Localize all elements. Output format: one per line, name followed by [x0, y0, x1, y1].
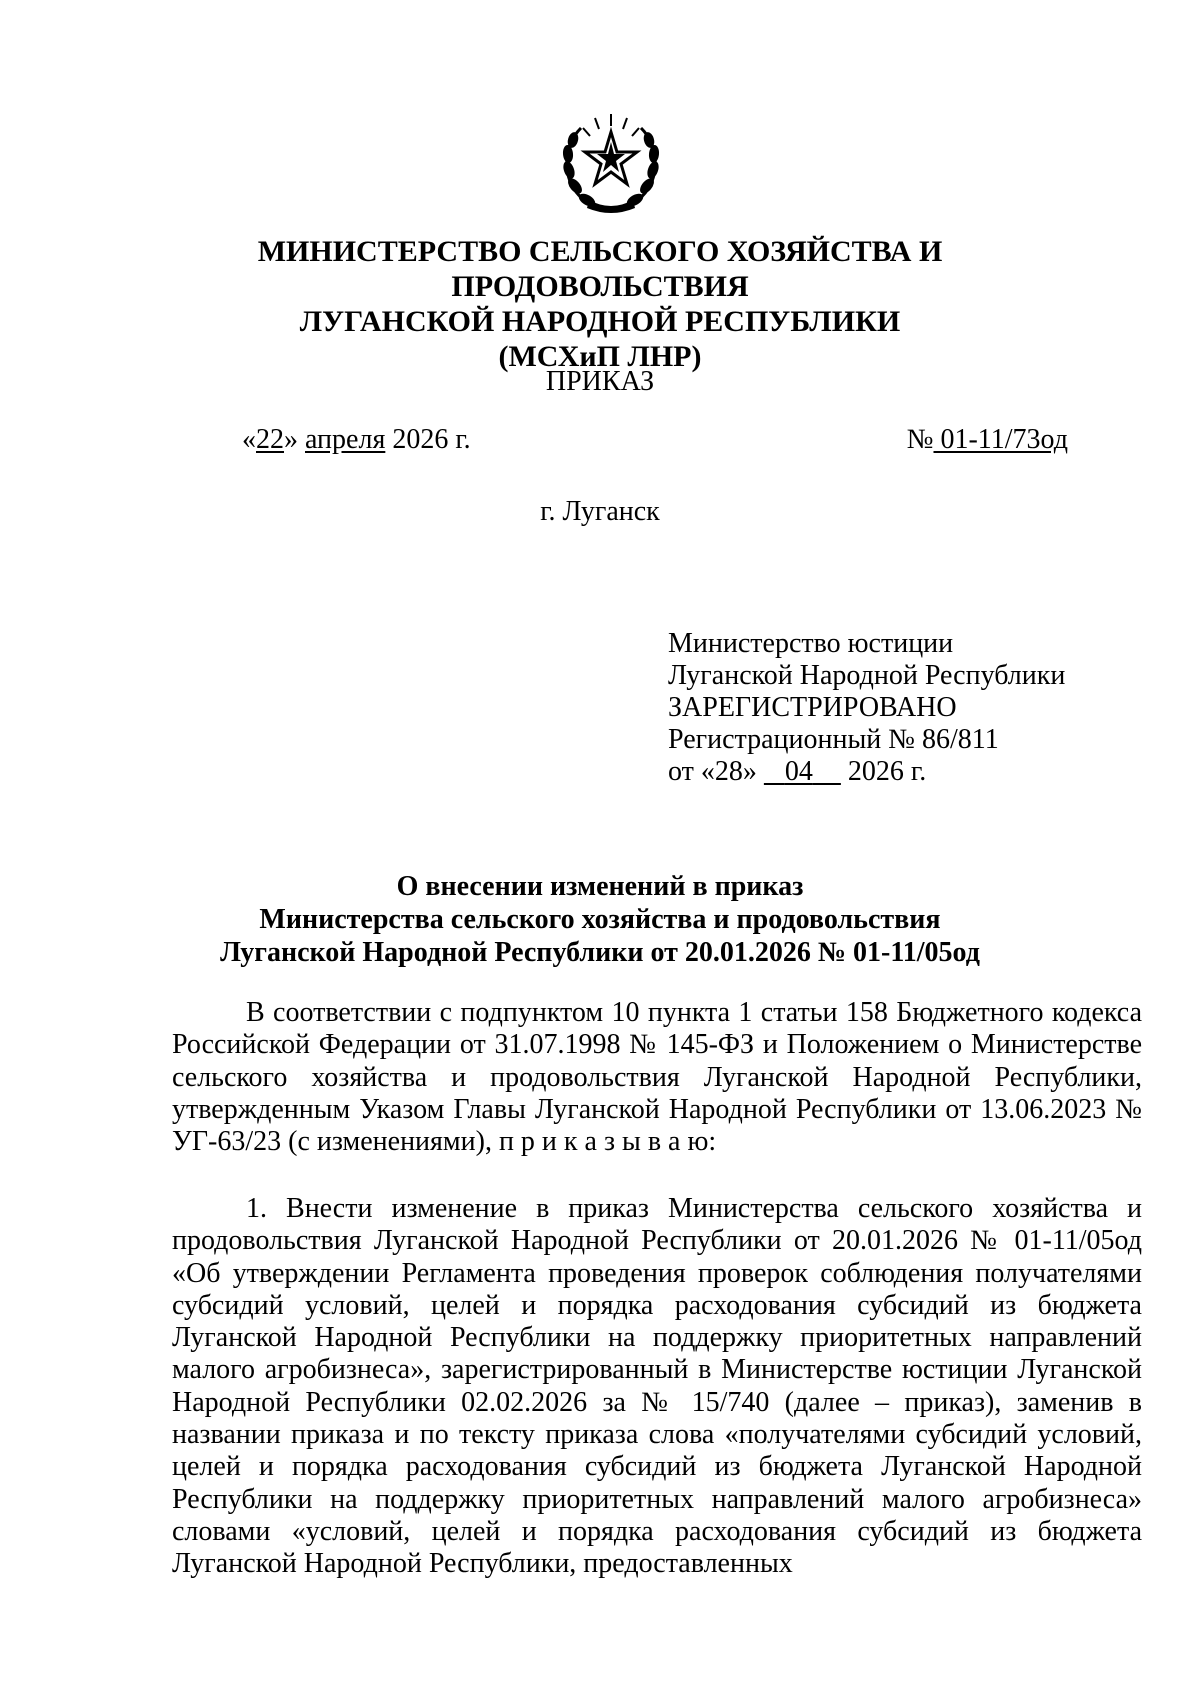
issue-city: г. Луганск	[540, 496, 660, 527]
ministry-abbreviation: (МСХиП ЛНР)	[498, 340, 702, 373]
registration-date	[668, 756, 1065, 788]
order-title-line-3: Луганской Народной Республики от 20.01.2026 № 01-11/05од	[220, 937, 980, 968]
registration-stamp	[668, 628, 1065, 788]
date-day: 22	[256, 424, 284, 455]
lnr-coat-of-arms-icon	[555, 108, 667, 216]
body-paragraph-preamble: В соответствии с подпунктом 10 пункта 1 статьи 158 Бюджетного кодекса Российской Федерации от 31.07.1998 № 145-ФЗ и Положением о Министерстве сельского хозяйства и продовольствия Луганской Народной Республики, утвержденным Указом Главы Луганской Народной Республики от 13.06.2023 № УГ-63/23 (с изменениями), п р и к а з ы в а ю:	[172, 997, 1142, 1158]
registration-status: ЗАРЕГИСТРИРОВАНО	[668, 692, 957, 723]
order-title-line-2: Министерства сельского хозяйства и продовольствия	[259, 904, 941, 935]
registration-line-2: Луганской Народной Республики	[668, 660, 1066, 691]
number-sign: №	[906, 424, 934, 455]
order-date	[242, 424, 471, 456]
order-number	[907, 424, 1068, 456]
document-type: ПРИКАЗ	[545, 366, 655, 397]
order-title	[150, 870, 1050, 969]
registration-date-prefix: от «28»	[668, 756, 757, 787]
registration-date-year: 2026 г.	[847, 756, 927, 787]
order-title-line-1: О внесении изменений в приказ	[396, 871, 804, 902]
ministry-name-line-2: ЛУГАНСКОЙ НАРОДНОЙ РЕСПУБЛИКИ	[299, 305, 901, 338]
registration-line-1: Министерство юстиции	[668, 628, 954, 659]
date-year: 2026 г.	[392, 424, 471, 455]
ministry-header	[150, 234, 1050, 374]
body-paragraph-item-1: 1. Внести изменение в приказ Министерства сельского хозяйства и продовольствия Луганской Народной Республики от 20.01.2026 № 01-11/05од «Об утверждении Регламента проведения проверок соблюдения получателями субсидий условий, целей и порядка расходования субсидий из бюджета Луганской Народной Республики на поддержку приоритетных направлений малого агробизнеса», зарегистрированный в Министерстве юстиции Луганской Народной Республики 02.02.2026 за № 15/740 (далее – приказ), заменив в названии приказа и по тексту приказа слова «получателями субсидий условий, целей и порядка расходования субсидий из бюджета Луганской Народной Республики на поддержку приоритетных направлений малого агробизнеса» словами «условий, целей и порядка расходования субсидий из бюджета Луганской Народной Республики, предоставленных	[172, 1193, 1142, 1580]
registration-number: Регистрационный № 86/811	[668, 724, 999, 755]
ministry-name-line-1: МИНИСТЕРСТВО СЕЛЬСКОГО ХОЗЯЙСТВА И ПРОДОВОЛЬСТВИЯ	[257, 235, 943, 303]
date-month: апреля	[305, 424, 386, 455]
number-value: 01-11/73од	[940, 424, 1068, 455]
date-close-quote: »	[284, 424, 298, 455]
date-open-quote: «	[242, 424, 256, 455]
registration-date-month: 04	[784, 756, 813, 787]
